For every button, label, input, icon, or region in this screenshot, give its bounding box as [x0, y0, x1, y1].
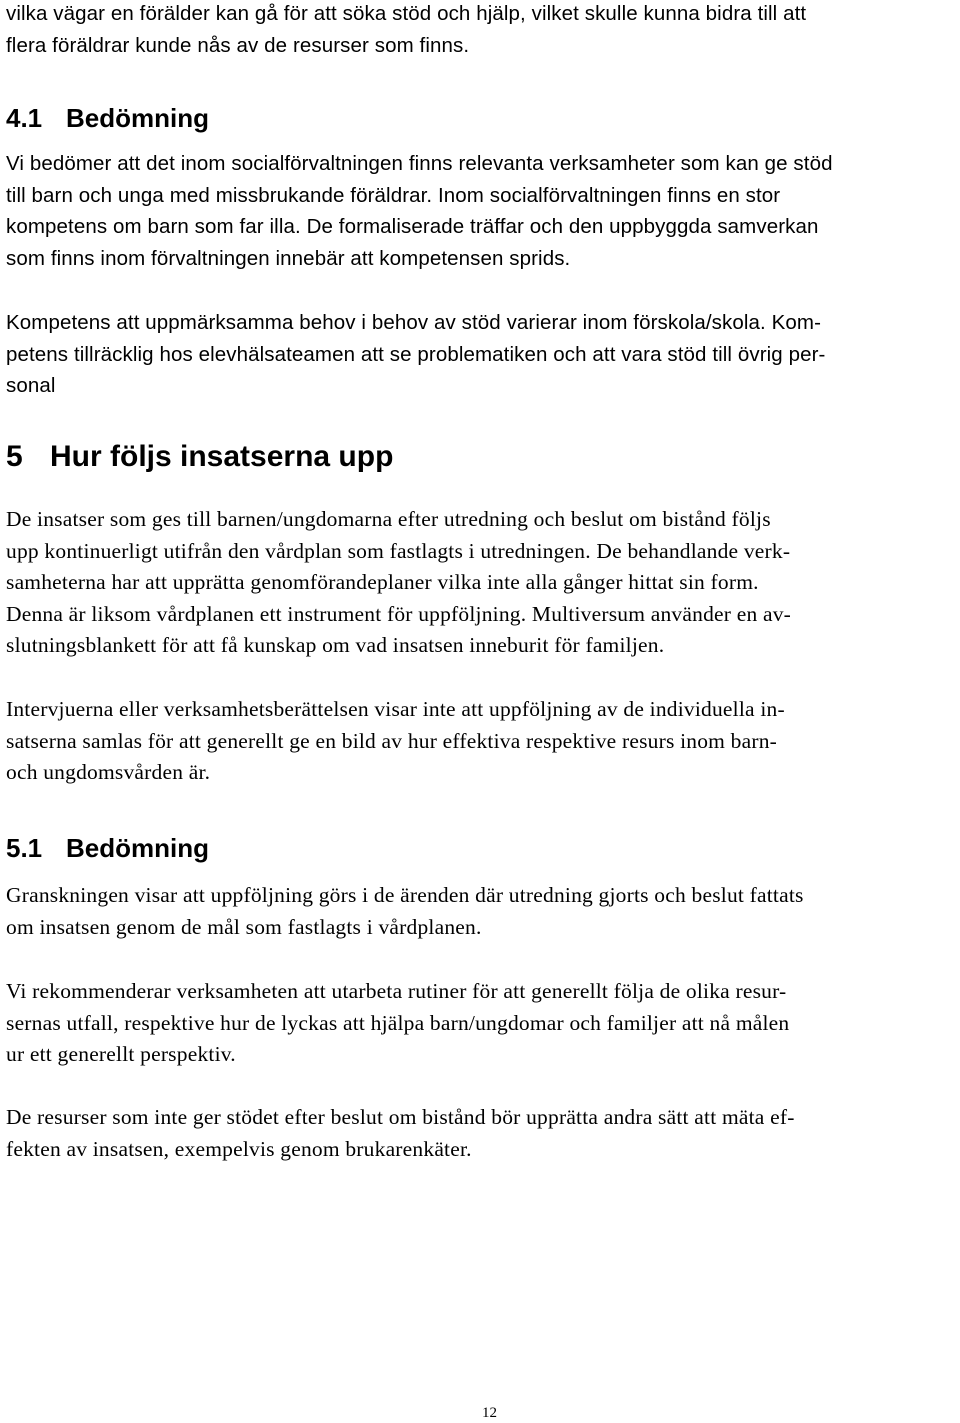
text-line: kompetens om barn som far illa. De formaliserade träffar och den uppbyggda samverkan	[6, 215, 819, 238]
page-number: 12	[482, 1405, 497, 1421]
section-4-1-paragraph-1	[6, 148, 833, 274]
section-title: Hur följs insatserna upp	[50, 440, 394, 473]
text-line: upp kontinuerligt utifrån den vårdplan som fastlagts i utredningen. De behandlande verk-	[6, 538, 791, 563]
text-line: Kompetens att uppmärksamma behov i behov av stöd varierar inom förskola/skola. Kom-	[6, 311, 821, 334]
text-line: satserna samlas för att generellt ge en bild av hur effektiva respektive resurs inom barn-	[6, 728, 778, 753]
text-line: slutningsblankett för att få kunskap om vad insatsen inneburit för familjen.	[6, 633, 665, 657]
text-line: om insatsen genom de mål som fastlagts i vårdplanen.	[6, 914, 482, 939]
text-line: sonal	[6, 374, 56, 397]
section-title: Bedömning	[66, 833, 209, 863]
section-5-paragraph-2	[6, 694, 785, 789]
text-line: petens tillräcklig hos elevhälsateamen att se problematiken och att vara stöd till övrig per-	[6, 342, 826, 366]
text-line: De resurser som inte ger stödet efter beslut om bistånd bör upprätta andra sätt att mäta ef-	[6, 1105, 795, 1129]
text-line: Vi bedömer att det inom socialförvaltningen finns relevanta verksamheter som kan ge stöd	[6, 152, 833, 175]
text-line: Granskningen visar att uppföljning görs i de ärenden där utredning gjorts och beslut fattats	[6, 883, 804, 907]
section-title: Bedömning	[66, 103, 209, 133]
text-line: fekten av insatsen, exempelvis genom brukarenkäter.	[6, 1136, 472, 1161]
section-4-1-paragraph-2	[6, 307, 825, 402]
section-heading-4-1	[6, 102, 209, 134]
section-5-paragraph-1	[6, 504, 791, 662]
text-line: flera föräldrar kunde nås av de resurser som finns.	[6, 33, 470, 57]
section-heading-5-1	[6, 832, 209, 864]
text-line: och ungdomsvården är.	[6, 760, 211, 784]
intro-paragraph	[6, 0, 806, 61]
section-5-1-paragraph-3	[6, 1102, 795, 1165]
text-line: De insatser som ges till barnen/ungdomarna efter utredning och beslut om bistånd följs	[6, 507, 771, 531]
text-line: samheterna har att upprätta genomförandeplaner vilka inte alla gånger hittat sin form.	[6, 570, 759, 594]
text-line: ur ett generellt perspektiv.	[6, 1042, 236, 1066]
text-line: som finns inom förvaltningen innebär att kompetensen sprids.	[6, 246, 571, 270]
section-number: 5.1	[6, 833, 43, 863]
text-line: Denna är liksom vårdplanen ett instrument för uppföljning. Multiversum använder en av-	[6, 601, 792, 626]
text-line: vilka vägar en förälder kan gå för att söka stöd och hjälp, vilket skulle kunna bidra till att	[6, 2, 807, 25]
section-5-1-paragraph-1	[6, 880, 804, 943]
section-number: 5	[6, 440, 23, 473]
text-line: Vi rekommenderar verksamheten att utarbeta rutiner för att generellt följa de olika resur-	[6, 979, 787, 1003]
section-heading-5	[6, 439, 393, 475]
section-number: 4.1	[6, 103, 43, 133]
section-5-1-paragraph-2	[6, 976, 789, 1071]
text-line: Intervjuerna eller verksamhetsberättelsen visar inte att uppföljning av de individuella in-	[6, 697, 785, 721]
text-line: sernas utfall, respektive hur de lyckas att hjälpa barn/ungdomar och familjer att nå målen	[6, 1010, 790, 1035]
text-line: till barn och unga med missbrukande föräldrar. Inom socialförvaltningen finns en stor	[6, 183, 781, 207]
